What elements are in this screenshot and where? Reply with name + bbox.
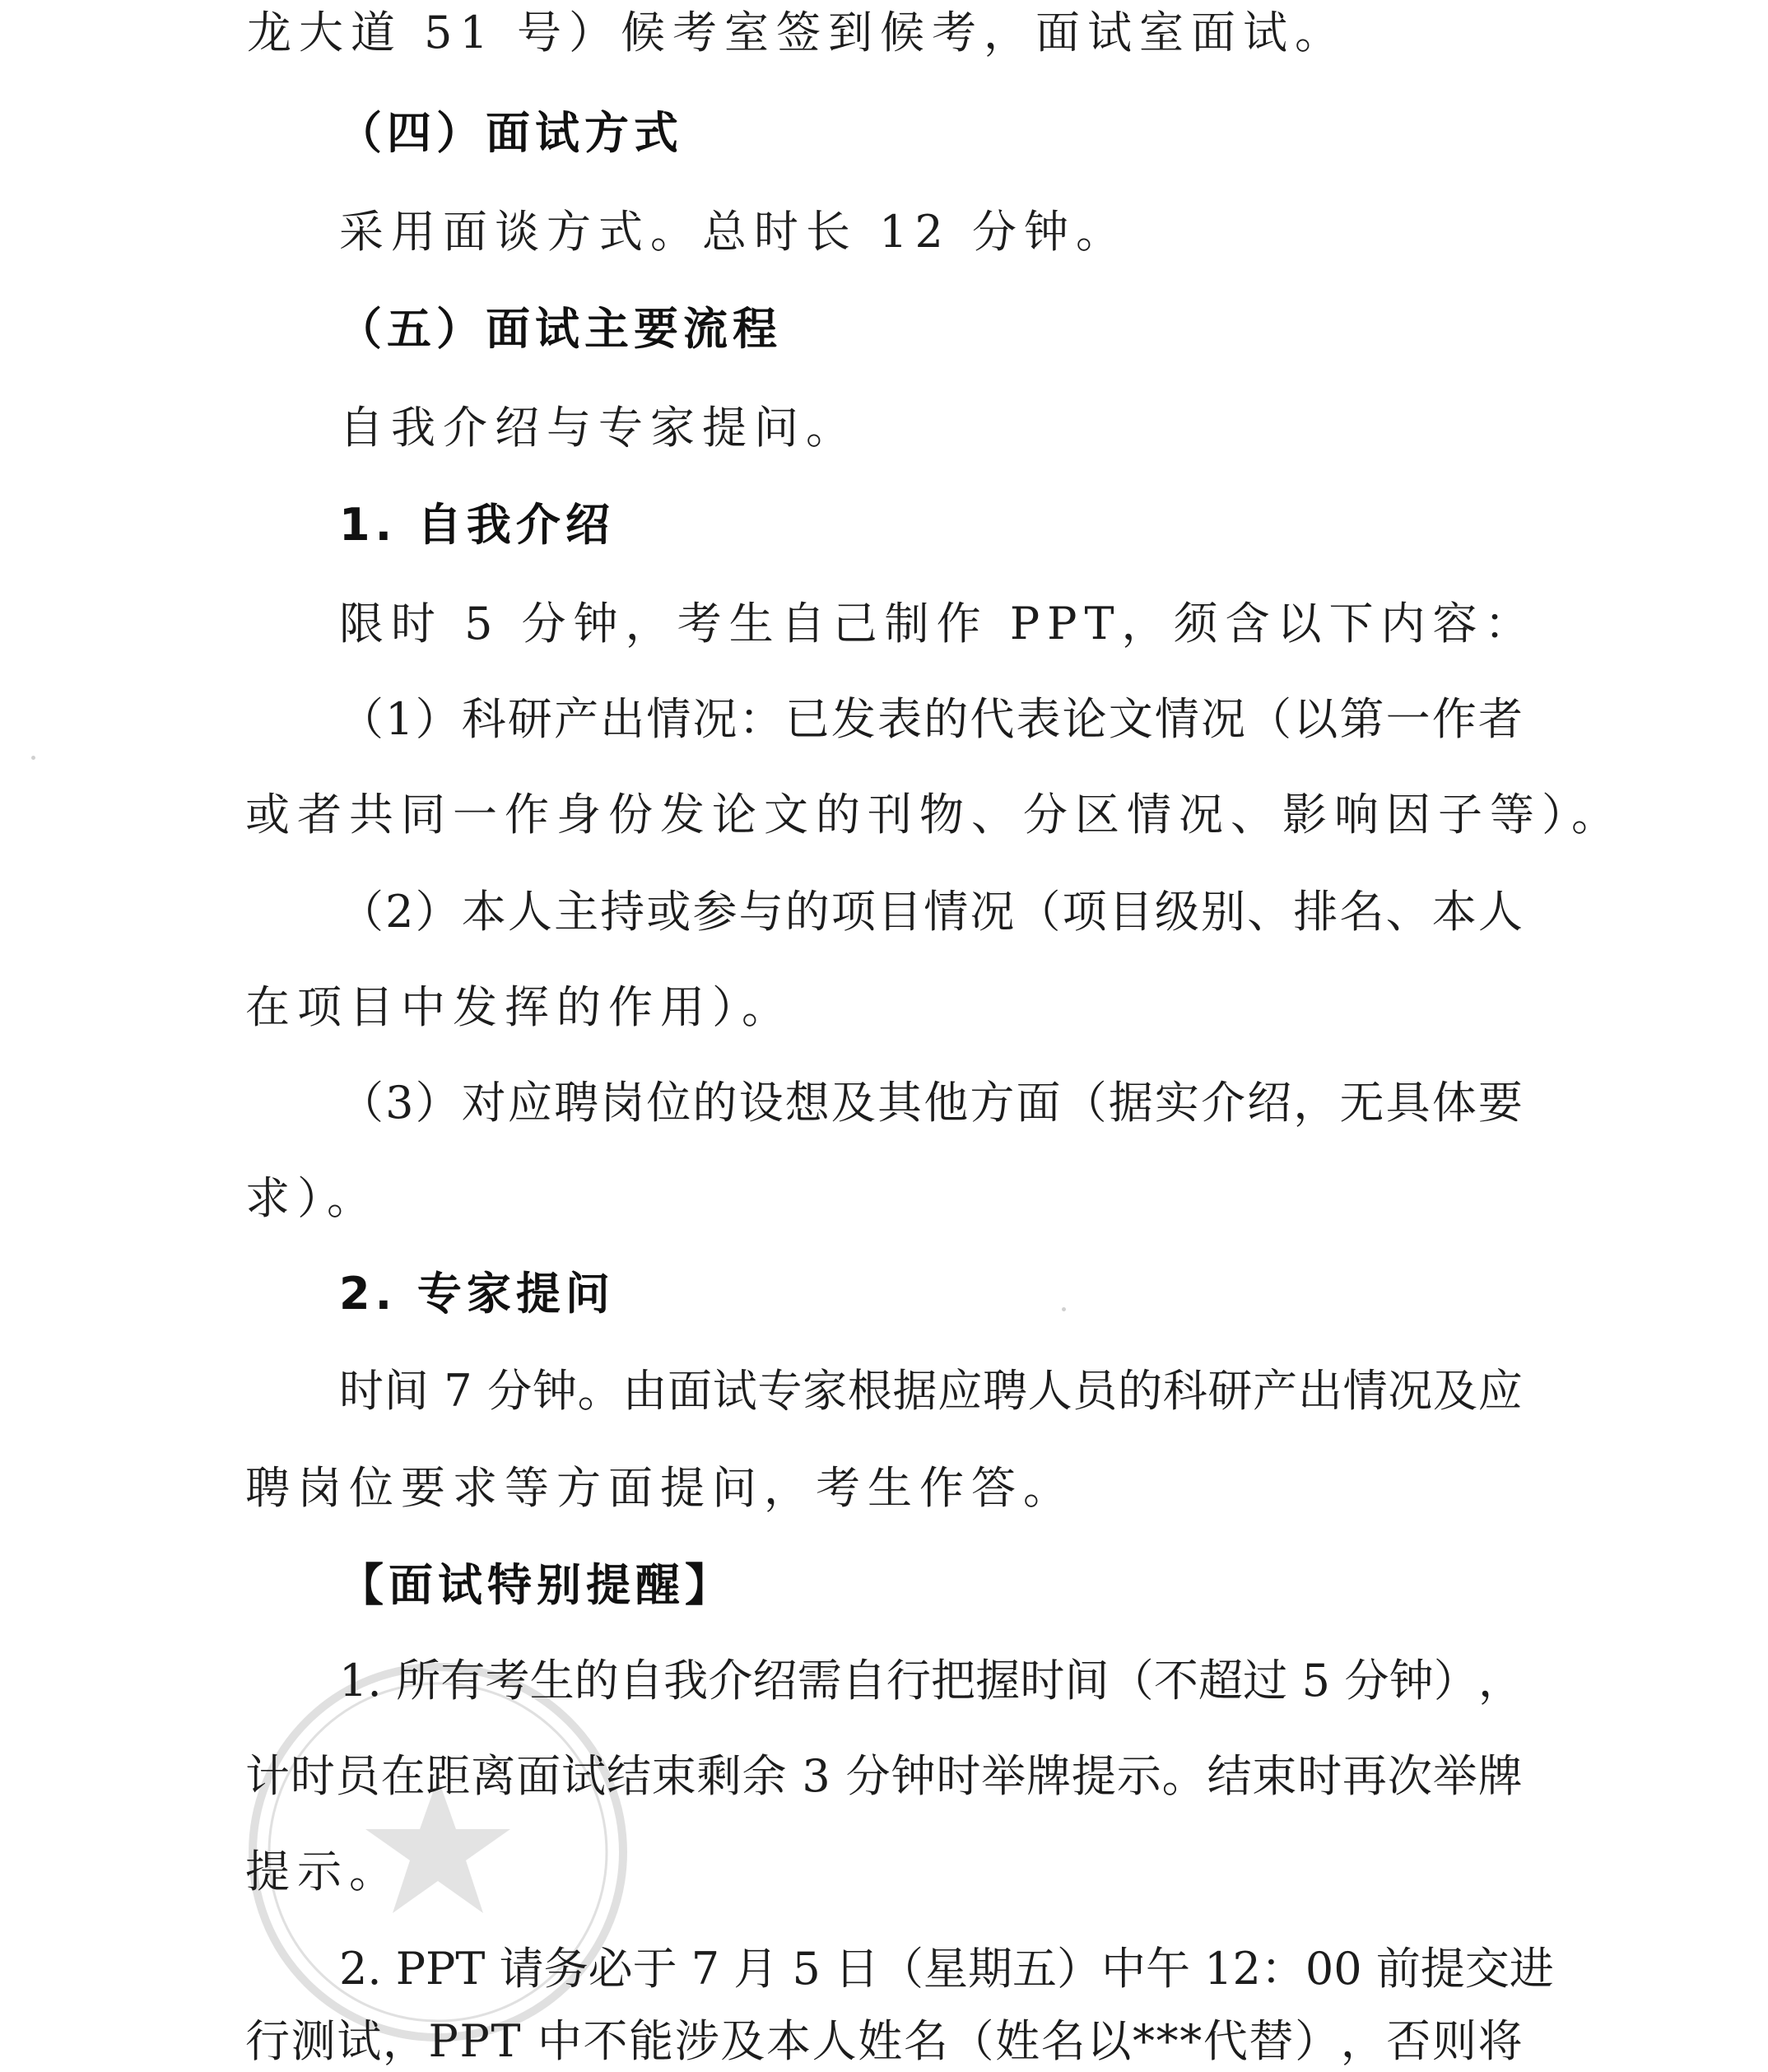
scan-speck [1062, 1307, 1066, 1311]
paragraph-line: 采用面谈方式。总时长 12 分钟。 [339, 206, 1128, 258]
paragraph-line: 限时 5 分钟，考生自己制作 PPT，须含以下内容： [339, 598, 1537, 650]
scan-speck [31, 756, 35, 760]
paragraph-line: 在项目中发挥的作用）。 [245, 981, 793, 1033]
special-reminder-heading: 【面试特别提醒】 [339, 1559, 734, 1611]
section-heading-interview-flow: （五）面试主要流程 [337, 303, 782, 355]
paragraph-line: 2 . P P T 请 务 必 于 7 月 5 日 （ 星 期 五 ） 中 午 1 2 ： 0 0 前 提 交 进 [339, 1943, 1554, 1995]
paragraph-line: 聘岗位要求等方面提问，考生作答。 [245, 1462, 1075, 1514]
subheading-self-introduction: 1. 自我介绍 [339, 499, 615, 551]
paragraph-line: 龙大道 51 号）候考室签到候考，面试室面试。 [247, 7, 1347, 58]
paragraph-line: 计 时 员 在 距 离 面 试 结 束 剩 余 3 分 钟 时 举 牌 提 示 。 结 束 时 再 次 举 牌 [245, 1750, 1523, 1802]
paragraph-line: 求）。 [245, 1172, 379, 1224]
paragraph-line: 行 测 试 ， P P T 中 不 能 涉 及 本 人 姓 名 （ 姓 名 以 * * * 代 替 ） ， 否 则 将 [245, 2015, 1523, 2067]
paragraph-line: 1 . 所 有 考 生 的 自 我 介 绍 需 自 行 把 握 时 间 （ 不 超 过 5 分 钟 ） ， [339, 1655, 1523, 1706]
paragraph-line: 自我介绍与专家提问。 [339, 402, 858, 454]
paragraph-line: （ 1 ） 科 研 产 出 情 况 ： 已 发 表 的 代 表 论 文 情 况 （ 以 第 一 作 者 [339, 693, 1523, 745]
paragraph-line: 时 间 7 分 钟 。 由 面 试 专 家 根 据 应 聘 人 员 的 科 研 产 出 情 况 及 应 [339, 1365, 1523, 1417]
paragraph-line: （ 3 ） 对 应 聘 岗 位 的 设 想 及 其 他 方 面 （ 据 实 介 绍 ， 无 具 体 要 [339, 1077, 1523, 1129]
paragraph-line: （ 2 ） 本 人 主 持 或 参 与 的 项 目 情 况 （ 项 目 级 别 、 排 名 、 本 人 [339, 886, 1523, 938]
paragraph-line: 提示。 [245, 1846, 401, 1897]
section-heading-interview-mode: （四）面试方式 [337, 107, 683, 159]
subheading-expert-questions: 2. 专家提问 [339, 1268, 615, 1320]
paragraph-line: 或者共同一作身份发论文的刊物、分区情况、影响因子等）。 [245, 789, 1623, 840]
